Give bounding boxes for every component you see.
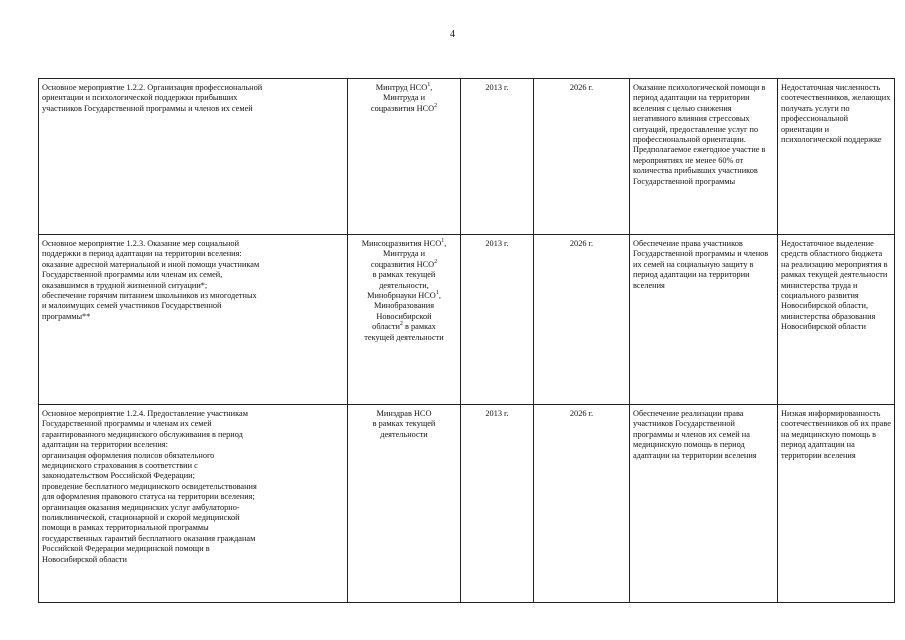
executor-line	[351, 419, 457, 429]
executor-line	[351, 301, 457, 311]
executor-line	[351, 430, 457, 440]
end-year-cell: 2026 г.	[534, 405, 630, 603]
executor-line	[351, 291, 457, 301]
footnote-marker: 2	[434, 102, 438, 109]
executor-text: соцразвития НСО	[370, 259, 435, 269]
executor-text: Минтруд НСО	[375, 83, 428, 92]
executor-text: деятельности,	[379, 280, 429, 290]
footnote-marker: 2	[399, 321, 403, 328]
activity-cell: Основное мероприятие 1.2.3. Оказание мер социальной поддержки в период адаптации на территории вселения: оказание адресной материальной и иной помощи участникам Государственной программы или членам их семей, оказавшимся в трудной жизненной ситуации*; обеспечение горячим питанием школьников из многодетных и малоимущих семей участников Государственной программы**	[39, 235, 348, 405]
executor-text: в рамках текущей	[372, 270, 436, 280]
risk-cell: Недостаточное выделение средств областного бюджета на реализацию мероприятия в рамках текущей деятельности министерства труда и социального развития Новосибирской области, министерства образования Новосибирской области	[778, 235, 895, 405]
risk-cell: Недостаточная численность соотечественников, желающих получать услуги по профессиональной ориентации и психологической поддержке	[778, 79, 895, 235]
footnote-marker: 1	[435, 290, 439, 297]
end-year-cell: 2026 г.	[534, 235, 630, 405]
footnote-marker: 2	[434, 258, 438, 265]
executor-line	[351, 312, 457, 322]
table-row	[39, 79, 895, 235]
executor-line	[351, 322, 457, 332]
footnote-marker: 1	[441, 238, 445, 244]
executor-text: Минтруда и	[382, 249, 426, 259]
executor-text-suffix: ,	[430, 83, 433, 92]
executor-line	[351, 281, 457, 291]
table-row	[39, 405, 895, 603]
page-number: 4	[450, 29, 455, 40]
expected-result-cell: Обеспечение права участников Государственной программы и членов их семей на социальную защиту в период адаптации на территории вселения	[630, 235, 778, 405]
executor-text: Минобрнауки НСО	[367, 291, 436, 301]
executor-line	[351, 93, 457, 103]
executor-line	[351, 239, 457, 249]
executor-line	[351, 104, 457, 114]
executor-text: Минобразования	[373, 301, 435, 311]
executor-text-suffix: в рамках	[402, 322, 436, 332]
activity-cell: Основное мероприятие 1.2.4. Предоставление участникам Государственной программы и членам их семей гарантированного медицинского обслуживания в период адаптации на территории вселения: организация оформления полисов обязательного медицинского страхования в соответствии с законодательством Российской Федерации; проведение бесплатного медицинского освидетельствования для оформления правового статуса на территории вселения; организация оказания медицинских услуг амбулаторно- поликлинической, стационарной и скорой медицинской помощи в рамках территориальной программы государственных гарантий бесплатного оказания гражданам Российской Федерации медицинской помощи в Новосибирской области	[39, 405, 348, 603]
executor-text: Минсоцразвития НСО	[361, 239, 442, 248]
executor-text: текущей деятельности	[364, 332, 444, 342]
executor-cell	[348, 405, 461, 603]
start-year-cell: 2013 г.	[461, 405, 534, 603]
executor-text: Минздрав НСО	[376, 409, 432, 418]
executor-cell	[348, 235, 461, 405]
executor-text: деятельности	[380, 429, 428, 439]
executor-cell	[348, 79, 461, 235]
end-year-cell: 2026 г.	[534, 79, 630, 235]
executor-text: соцразвития НСО	[370, 103, 435, 113]
table-row	[39, 235, 895, 405]
executor-text: области	[372, 322, 400, 332]
executor-line	[351, 249, 457, 259]
executor-line	[351, 333, 457, 343]
executor-line	[351, 83, 457, 93]
expected-result-cell: Обеспечение реализации права участников Государственной программы и членов их семей на медицинскую помощь в период адаптации на территории вселения	[630, 405, 778, 603]
start-year-cell: 2013 г.	[461, 79, 534, 235]
expected-result-cell: Оказание психологической помощи в период адаптации на территории вселения с целью снижения негативного влияния стрессовых ситуаций, предоставление услуг по профессиональной ориентации. Предполагаемое ежегодное участие в мероприятиях не менее 60% от количества прибывших участников Государственной программы	[630, 79, 778, 235]
risk-cell: Низкая информированность соотечественников об их праве на медицинскую помощь в период адаптации на территории вселения	[778, 405, 895, 603]
activity-cell: Основное мероприятие 1.2.2. Организация профессиональной ориентации и психологической поддержки прибывших участников Государственной программы и членов их семей	[39, 79, 348, 235]
program-activities-table	[38, 78, 895, 603]
executor-text-suffix: ,	[438, 291, 441, 301]
executor-text: в рамках текущей	[372, 419, 436, 429]
executor-line	[351, 409, 457, 419]
executor-text-suffix: ,	[444, 239, 447, 248]
executor-line	[351, 260, 457, 270]
executor-text: Минтруда и	[382, 93, 426, 103]
executor-text: Новосибирской	[376, 311, 432, 321]
executor-line	[351, 270, 457, 280]
start-year-cell: 2013 г.	[461, 235, 534, 405]
footnote-marker: 1	[427, 82, 431, 88]
